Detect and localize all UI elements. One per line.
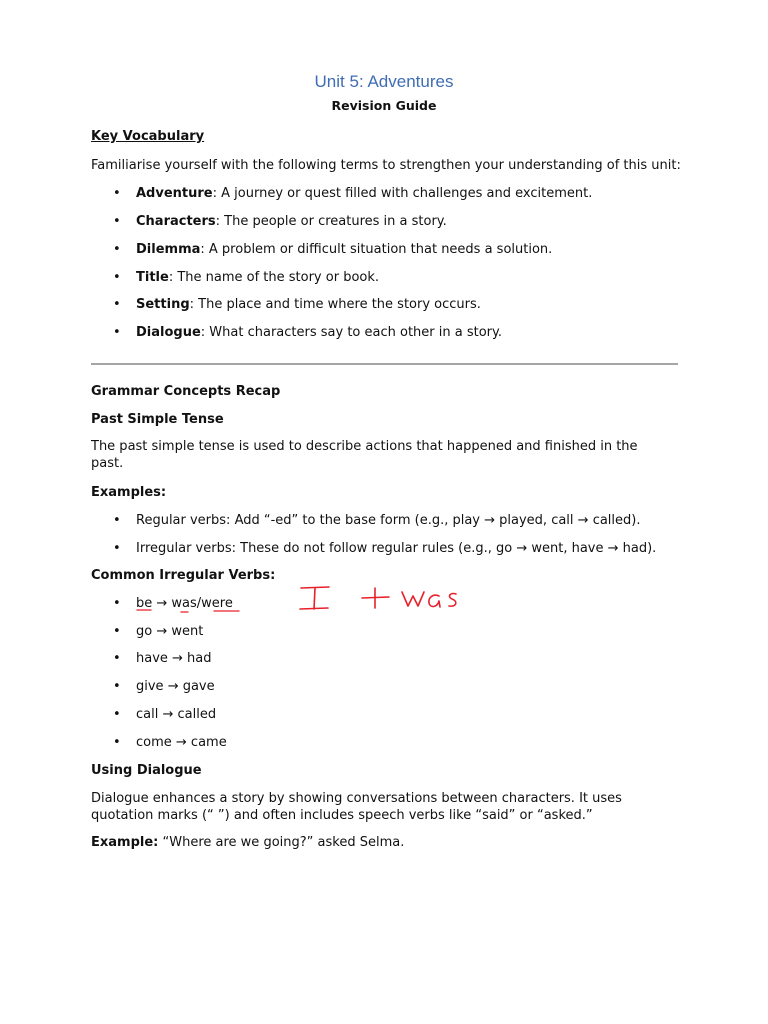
vocab-term: Title [136,270,169,285]
bullet: • [113,513,121,528]
bullet: • [113,541,121,556]
irregular-heading: Common Irregular Verbs: [91,568,276,583]
vocab-definition: : What characters say to each other in a story. [200,325,502,340]
handwritten-annotation [296,584,466,616]
vocab-term: Setting [136,297,190,312]
divider [91,363,678,365]
vocab-term: Characters [136,214,216,229]
vocab-definition: : The place and time where the story occurs. [189,297,481,312]
example-text: Regular verbs: Add “-ed” to the base form (e.g., play → played, call → called). [136,513,641,528]
grammar-heading: Grammar Concepts Recap [91,384,281,399]
bullet: • [113,186,121,201]
irregular-verb: come → came [136,735,227,750]
examples-heading: Examples: [91,485,167,500]
bullet: • [113,651,121,666]
bullet: • [113,242,121,257]
irregular-verb: go → went [136,624,204,639]
bullet: • [113,679,121,694]
example-sentence: “Where are we going?” asked Selma. [158,835,405,850]
annotation-underlines [136,608,246,616]
vocab-definition: : The people or creatures in a story. [215,214,447,229]
dialogue-heading: Using Dialogue [91,763,202,778]
vocab-term: Dialogue [136,325,201,340]
past-simple-heading: Past Simple Tense [91,412,224,427]
bullet: • [113,596,121,611]
past-simple-text: The past simple tense is used to describe actions that happened and finished in the past. [91,439,638,471]
vocab-definition: : A journey or quest filled with challenges and excitement. [212,186,593,201]
bullet: • [113,735,121,750]
bullet: • [113,214,121,229]
irregular-verb: be → was/were [136,596,233,611]
vocab-term: Dilemma [136,242,201,257]
vocab-definition: : The name of the story or book. [168,270,380,285]
bullet: • [113,624,121,639]
example-text: Irregular verbs: These do not follow regular rules (e.g., go → went, have → had). [136,541,657,556]
irregular-verb: give → gave [136,679,215,694]
vocab-heading: Key Vocabulary [91,129,205,144]
page-title: Unit 5: Adventures [314,72,454,91]
page-subtitle: Revision Guide [331,98,437,113]
bullet: • [113,270,121,285]
vocab-term: Adventure [136,186,213,201]
dialogue-example [91,834,404,851]
vocab-intro: Familiarise yourself with the following terms to strengthen your understanding of this unit: [91,158,681,173]
bullet: • [113,707,121,722]
vocab-definition: : A problem or difficult situation that needs a solution. [200,242,553,257]
example-label: Example: [91,835,159,850]
irregular-verb: have → had [136,651,212,666]
bullet: • [113,325,121,340]
dialogue-text: Dialogue enhances a story by showing conversations between characters. It uses quotation marks (“ ”) and often includes speech verbs like “said” or “asked.” [91,791,622,823]
irregular-verb: call → called [136,707,217,722]
bullet: • [113,297,121,312]
